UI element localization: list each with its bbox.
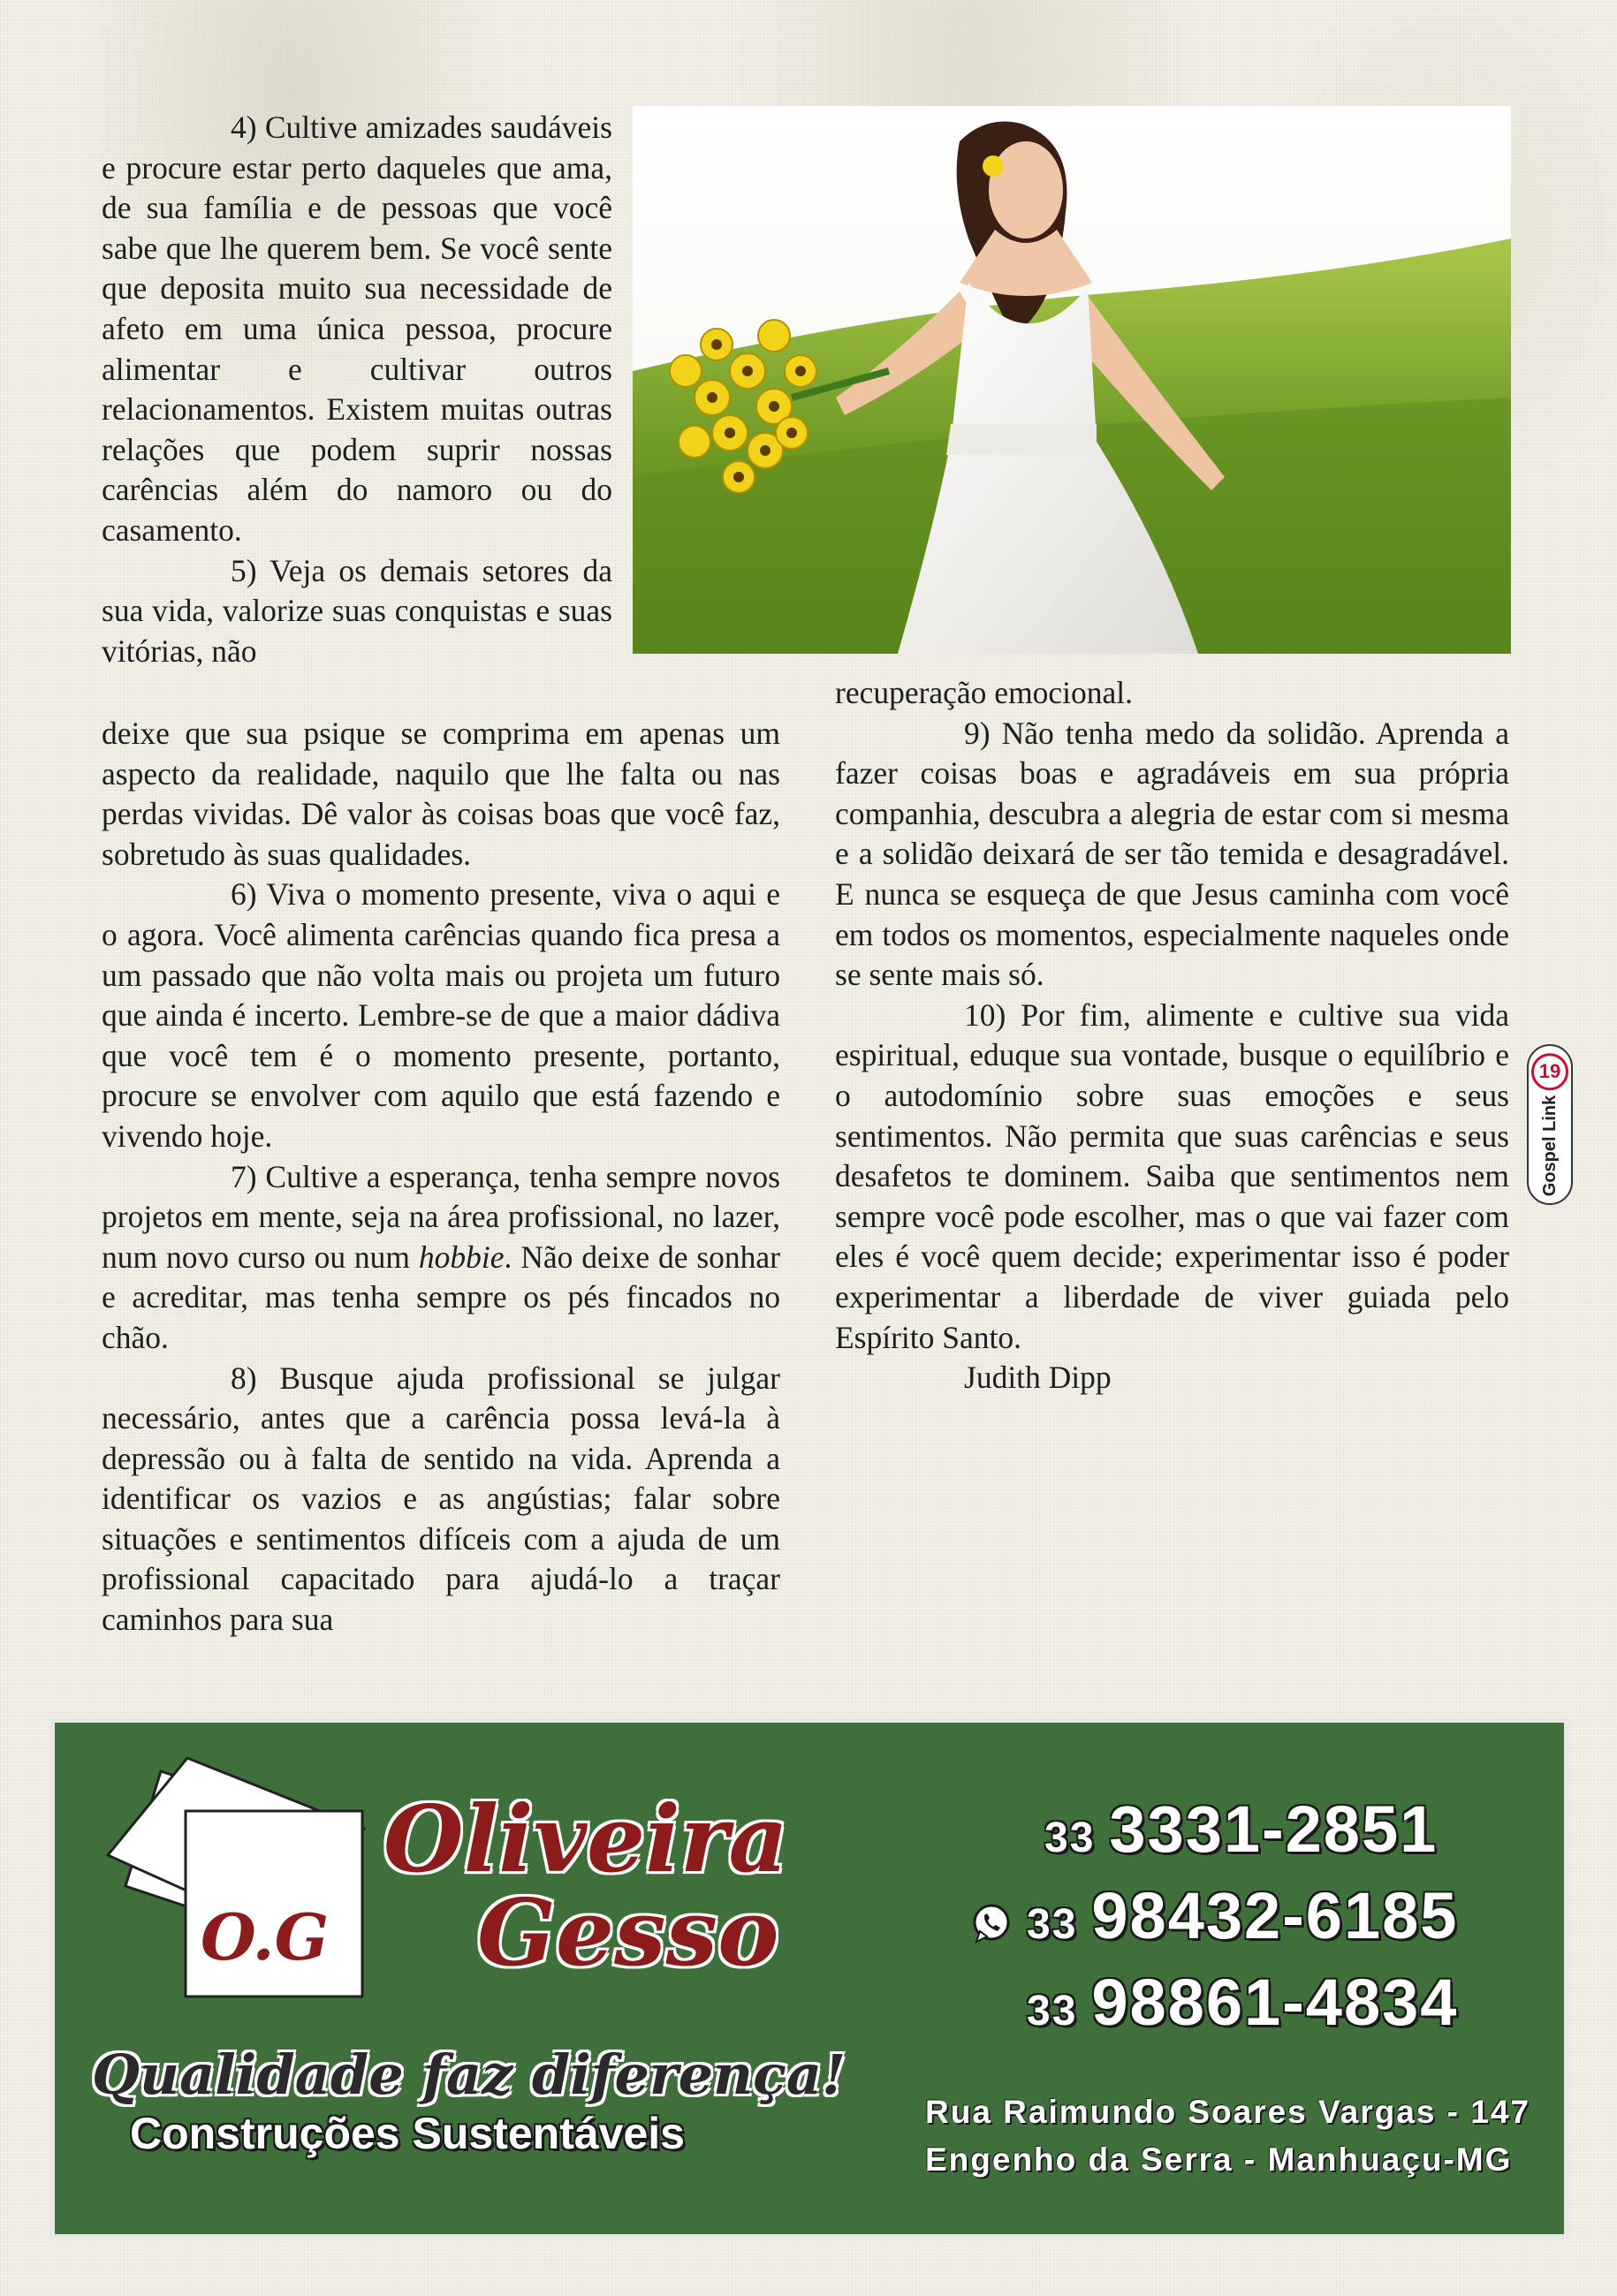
- page-number-tab: [1527, 1044, 1573, 1205]
- paragraph-7-italic: hobbie: [418, 1239, 505, 1275]
- magazine-name: Gospel Link: [1539, 1095, 1560, 1197]
- page-number: 19: [1531, 1053, 1568, 1090]
- woman-with-flowers-photo: [633, 106, 1511, 654]
- oliveira-gesso-advertisement: [50, 1718, 1568, 2239]
- paragraph-8: 8) Busque ajuda profissional se julgar necessário, antes que a carência possa levá-la à depressão ou à falta de sentido na vida. Aprenda a identificar os vazios e as angústias; falar sobre situações e sentimentos difíceis com a ajuda de um profissional capacitado para ajudá-lo a traçar caminhos para sua: [102, 1360, 780, 1638]
- paragraph-7-text-end: . Não deixe de sonhar e acreditar, mas tenha sempre os pés fincados no chão.: [102, 1239, 780, 1355]
- address-city: Engenho da Serra - Manhuaçu-MG: [925, 2141, 1513, 2178]
- address-street: Rua Raimundo Soares Vargas - 147: [925, 2094, 1531, 2130]
- area-code: 33: [1027, 1901, 1078, 1948]
- author-signature: Judith Dipp: [964, 1360, 1112, 1396]
- phone-digits: 3331-2851: [1109, 1792, 1439, 1866]
- logo-initials: O.G: [201, 1899, 330, 1974]
- slogan: Qualidade faz diferença!: [92, 2042, 846, 2107]
- paragraph-4: 4) Cultive amizades saudáveis e procure estar perto daqueles que ama, de sua família e de pessoas que você sabe que lhe querem bem. Se você sente que deposita muito sua necessidade de afeto em uma única pessoa, procure alimentar e cultivar outros relacionamentos. Existem muitas outras relações que podem suprir nossas carências além do namoro ou do casamento.: [102, 110, 612, 548]
- phone-digits: 98861-4834: [1091, 1966, 1459, 2039]
- paragraph-5-end: deixe que sua psique se comprima em apenas um aspecto da realidade, naquilo que lhe falta ou nas perdas vividas. Dê valor às coisas boas que você faz, sobretudo às suas qualidades.: [102, 716, 780, 872]
- article-column-left-top: [102, 108, 612, 671]
- phone-digits: 98432-6185: [1091, 1879, 1459, 1952]
- paragraph-7: [102, 1157, 780, 1359]
- paragraph-7-text: 7) Cultive a esperança, tenha sempre novos projetos em mente, seja na área profissional, no lazer, num novo curso ou num: [102, 1158, 780, 1275]
- brand-name-line1: Oliveira: [383, 1785, 788, 1893]
- article-column-left-bottom: [102, 714, 780, 1641]
- paragraph-9: 9) Não tenha medo da solidão. Aprenda a fazer coisas boas e agradáveis em sua própria companhia, descubra a alegria de estar com si mesma e a solidão deixará de ser tão temida e desagradável. E nunca se esqueça de que Jesus caminha com você em todos os momentos, especialmente naqueles onde se sente mais só.: [835, 715, 1509, 993]
- area-code: 33: [1027, 1988, 1078, 2035]
- paragraph-10: 10) Por fim, alimente e cultive sua vida espiritual, eduque sua vontade, busque o equilíbrio e o autodomínio sobre suas emoções e seus sentimentos. Não permita que suas carências e seus desafetos te dominem. Saiba que sentimentos nem sempre você pode escolher, mas o que vai fazer com eles é você quem decide; experimentar isso é poder experimentar a liberdade de viver guiada pelo Espírito Santo.: [835, 996, 1509, 1355]
- whatsapp-icon: [969, 1901, 1013, 1945]
- brand-name-line2: Gesso: [477, 1878, 779, 1987]
- article-column-right: [835, 673, 1509, 1398]
- phone-number-1: [1044, 1792, 1438, 1867]
- area-code: 33: [1044, 1815, 1096, 1861]
- phone-number-2: [1027, 1878, 1458, 1953]
- paragraph-5-start: 5) Veja os demais setores da sua vida, valorize suas conquistas e suas vitórias, não: [102, 552, 612, 669]
- phone-number-3: [1027, 1965, 1458, 2040]
- paragraph-6: 6) Viva o momento presente, viva o aqui e o agora. Você alimenta carências quando fica presa a um passado que não volta mais ou projeta um futuro que ainda é incerto. Lembre-se de que a maior dádiva que você tem é o momento presente, portanto, procure se envolver com aquilo que está fazendo e vivendo hoje.: [102, 876, 780, 1154]
- tagline: Construções Sustentáveis: [130, 2109, 685, 2158]
- paragraph-8-end: recuperação emocional.: [835, 675, 1134, 710]
